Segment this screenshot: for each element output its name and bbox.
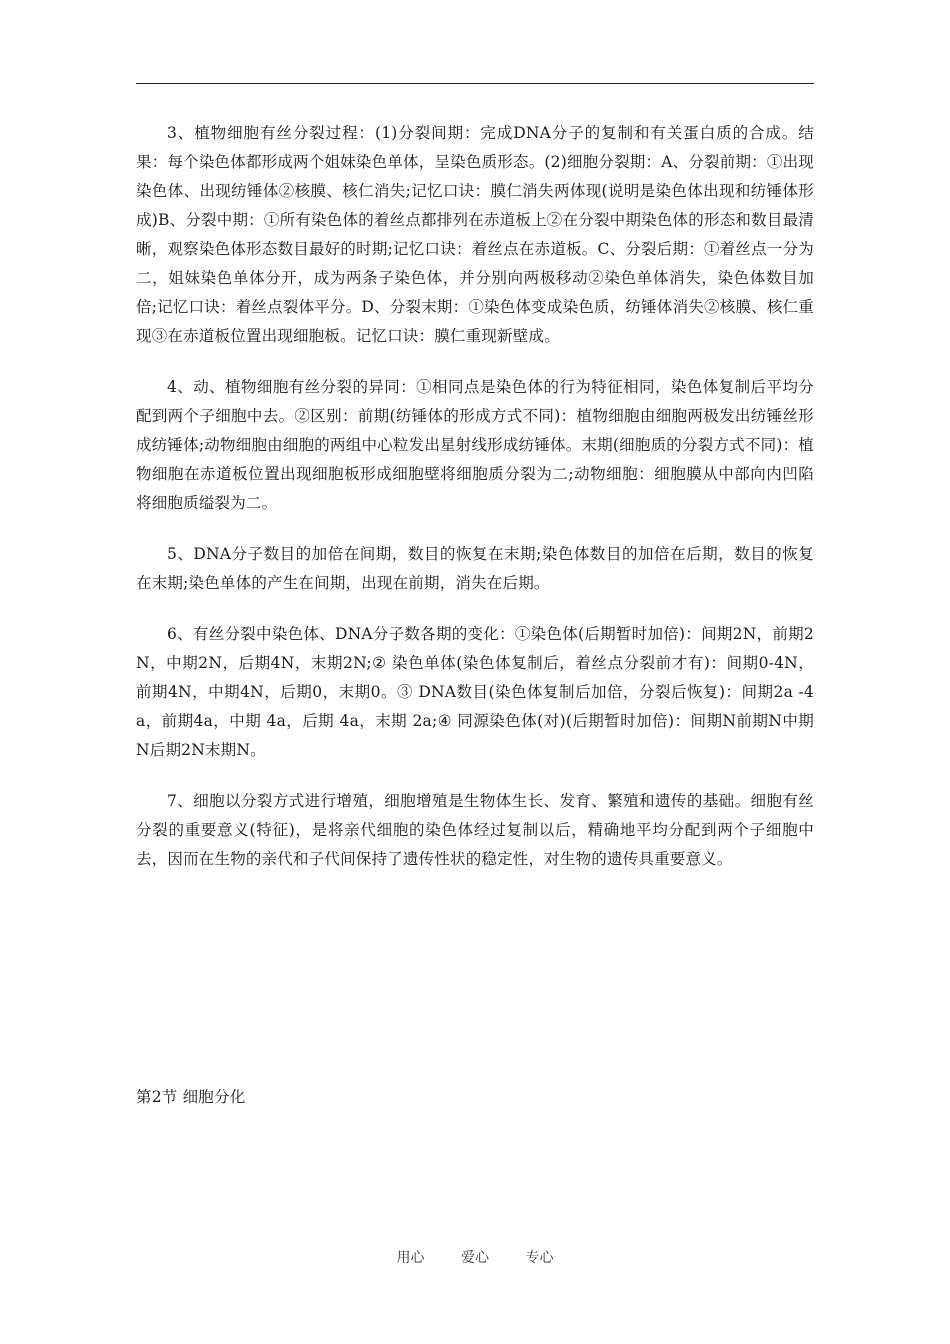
paragraph-3: 3、植物细胞有丝分裂过程：(1)分裂间期：完成DNA分子的复制和有关蛋白质的合成。结果：每个染色体都形成两个姐妹染色单体，呈染色质形态。(2)细胞分裂期：A、分裂前期：①出现染色体、出现纺锤体②核膜、核仁消失;记忆口诀：膜仁消失两体现(说明是染色体出现和纺锤体形成)B、分裂中期：①所有染色体的着丝点都排列在赤道板上②在分裂中期染色体的形态和数目最清晰，观察染色体形态数目最好的时期;记忆口诀：着丝点在赤道板。C、分裂后期：①着丝点一分为二，姐妹染色单体分开，成为两条子染色体，并分别向两极移动②染色单体消失，染色体数目加倍;记忆口诀：着丝点裂体平分。D、分裂末期：①染色体变成染色质，纺锤体消失②核膜、核仁重现③在赤道板位置出现细胞板。记忆口诀：膜仁重现新壁成。 bbox=[136, 124, 814, 345]
paragraph-6: 6、有丝分裂中染色体、DNA分子数各期的变化：①染色体(后期暂时加倍)：间期2N，前期2N，中期2N，后期4N，末期2N;② 染色单体(染色体复制后，着丝点分裂前才有)：间期0-4N，前期4N，中期4N，后期0，末期0。③ DNA数目(染色体复制后加倍，分裂后恢复)：间期2a -4a，前期4a，中期 4a，后期 4a，末期 2a;④ 同源染色体(对)(后期暂时加倍)：间期N前期N中期 N后期2N末期N。 bbox=[136, 625, 814, 759]
section-heading: 第2节 细胞分化 bbox=[136, 1088, 246, 1106]
footer-word-3: 专心 bbox=[525, 1250, 554, 1266]
document-body bbox=[136, 119, 814, 896]
header-rule bbox=[136, 83, 814, 84]
paragraph-5: 5、DNA分子数目的加倍在间期，数目的恢复在末期;染色体数目的加倍在后期，数目的恢复在末期;染色单体的产生在间期，出现在前期，消失在后期。 bbox=[136, 545, 814, 592]
footer-word-2: 爱心 bbox=[461, 1250, 489, 1266]
footer-word-1: 用心 bbox=[396, 1250, 425, 1266]
page-footer bbox=[0, 1248, 950, 1268]
paragraph-4: 4、动、植物细胞有丝分裂的异同：①相同点是染色体的行为特征相同，染色体复制后平均分配到两个子细胞中去。②区别：前期(纺锤体的形成方式不同)：植物细胞由细胞两极发出纺锤丝形成纺锤体;动物细胞由细胞的两组中心粒发出星射线形成纺锤体。末期(细胞质的分裂方式不同)：植物细胞在赤道板位置出现细胞板形成细胞壁将细胞质分裂为二;动物细胞：细胞膜从中部向内凹陷将细胞质缢裂为二。 bbox=[136, 378, 814, 512]
paragraph-7: 7、细胞以分裂方式进行增殖，细胞增殖是生物体生长、发育、繁殖和遗传的基础。细胞有丝分裂的重要意义(特征)，是将亲代细胞的染色体经过复制以后，精确地平均分配到两个子细胞中去，因而在生物的亲代和子代间保持了遗传性状的稳定性，对生物的遗传具重要意义。 bbox=[136, 792, 814, 868]
